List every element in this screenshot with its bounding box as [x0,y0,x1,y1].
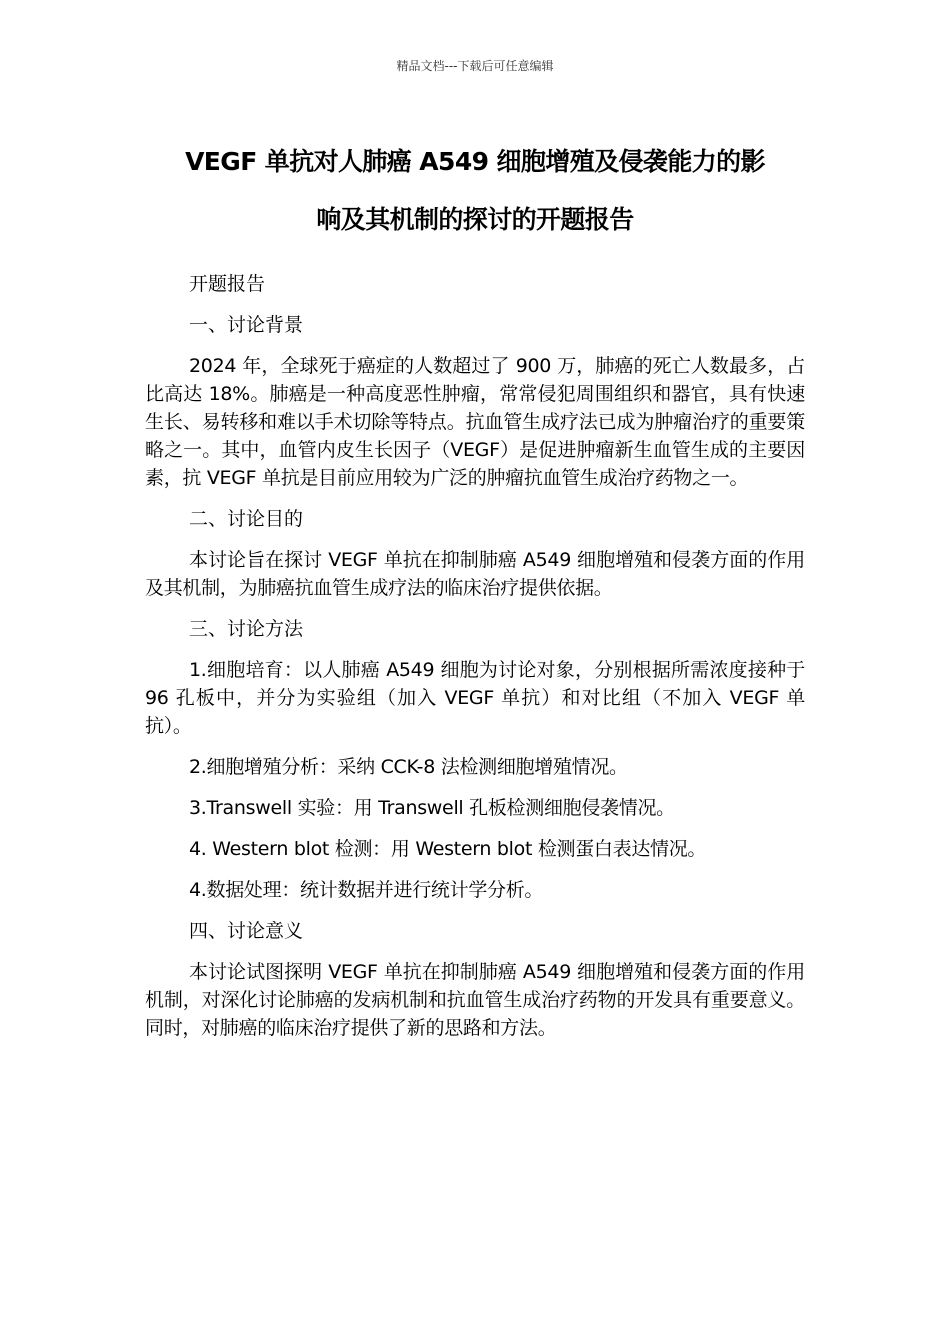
section-paragraph-purpose: 本讨论旨在探讨 VEGF 单抗在抑制肺癌 A549 细胞增殖和侵袭方面的作用及其机制，为肺癌抗血管生成疗法的临床治疗提供依据。 [145,549,805,599]
page-header: 精品文档---下载后可任意编辑 [396,59,554,73]
document-body [145,270,805,1055]
title-line-1: VEGF 单抗对人肺癌 A549 细胞增殖及侵袭能力的影 [185,147,765,176]
method-item: 2.细胞增殖分析：采纳 CCK-8 法检测细胞增殖情况。 [189,756,628,778]
document-title [145,133,805,249]
section-heading-background: 一、讨论背景 [189,314,304,336]
method-item: 1.细胞培育：以人肺癌 A549 细胞为讨论对象，分别根据所需浓度接种于 96 孔板中，并分为实验组（加入 VEGF 单抗）和对比组（不加入 VEGF 单抗）。 [145,659,805,737]
section-paragraph-background: 2024 年，全球死于癌症的人数超过了 900 万，肺癌的死亡人数最多，占比高达 18%。肺癌是一种高度恶性肿瘤，常常侵犯周围组织和器官，具有快速生长、易转移和难以手术切除等特点。抗血管生成疗法已成为肿瘤治疗的重要策略之一。其中，血管内皮生长因子（VEGF）是促进肿瘤新生血管生成的主要因素，抗 VEGF 单抗是目前应用较为广泛的肿瘤抗血管生成治疗药物之一。 [145,355,805,489]
method-item: 4. Western blot 检测：用 Western blot 检测蛋白表达情况。 [189,838,707,860]
title-line-2: 响及其机制的探讨的开题报告 [316,205,634,234]
section-paragraph-significance: 本讨论试图探明 VEGF 单抗在抑制肺癌 A549 细胞增殖和侵袭方面的作用机制，对深化讨论肺癌的发病机制和抗血管生成治疗药物的开发具有重要意义。同时，对肺癌的临床治疗提供了新的思路和方法。 [145,961,805,1039]
section-heading-methods: 三、讨论方法 [189,618,304,640]
report-label: 开题报告 [189,273,266,295]
method-item: 3.Transwell 实验：用 Transwell 孔板检测细胞侵袭情况。 [189,797,675,819]
method-item: 4.数据处理：统计数据并进行统计学分析。 [189,879,544,901]
section-heading-significance: 四、讨论意义 [189,920,304,942]
section-heading-purpose: 二、讨论目的 [189,508,304,530]
